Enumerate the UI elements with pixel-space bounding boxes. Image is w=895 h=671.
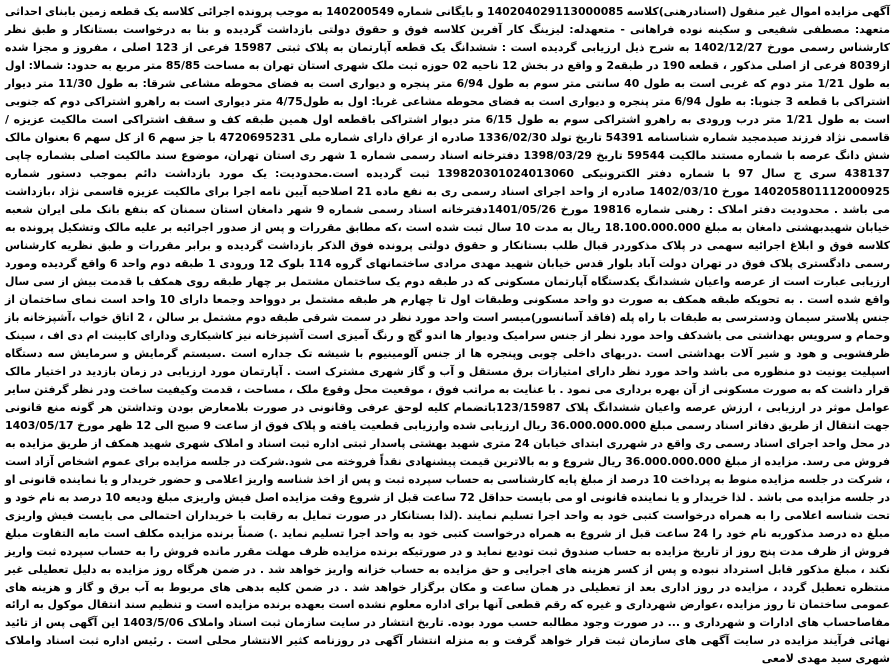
auction-notice-text: آگهی مزایده اموال غیر منقول (اسنادرهنی)کلاسه 14020402911300008‎5 و بایگانی شماره 140200549 به موجب پرونده اجرائی کلاسه یک قطعه زمین بابنای احداثی متعهد: مصطفی شفیعی و سکینه نوده فراهانی - متعهدله: لیزینگ کار آفرین کلاسه فوق و حقوق دولتی بازداشت گردیده و بنا به درخواست بستانکار و طبق نظر کارشناس رسمی مورخ 1402/12/27 به شرح ذیل ارزیابی گردیده است : ششدانگ یک قطعه آپارتمان به پلاک ثبتی 15987 فرعی از 123 اصلی ، مفروز و مجزا شده از8039 فرعی از اصلی مذکور ، قطعه 190 در طبقه2 و واقع در بخش 12 ناحیه 02 حوزه ثبت ملک شهری استان تهران به مساحت 85/85 متر مربع به حدود: شمالا: اول به طول 1/21 متر دوم که غربی است به طول 40 سانتی متر سوم به طول 6/94 متر پنجره و دیواری است به فضای محوطه مشاعی شرقا: به طول 11/30 متر دیوار اشتراکی با قطعه 3 جنوبا: به طول 6/94 متر پنجره و دیواری است به فضای محوطه مشاعی غربا: اول به طول4/75 متر دیواری است به راهرو اشتراکی دوم که جنوبی است به طول 1/21 متر درب ورودی به راهرو اشتراکی سوم به طول 6/15 متر دیوار اشتراکی باقطعه اول همین طبقه کف و سقف اشتراکی است مالکیت عزیزه / قاسمی نژاد فرزند صیدمجید شماره شناسنامه 54391 تاریخ تولد 1336/02/30 صادره از عراق دارای شماره ملی 4720695231 با جز سهم 6 از کل سهم 6 بعنوان مالک شش دانگ عرصه با شماره مستند مالکیت 59544 تاریخ 1398/03/29 دفترخانه اسناد رسمی شماره 1 شهر ری استان تهران، موضوع سند مالکیت اصلی بشماره چاپی 438137 سری ج سال 97 با شماره دفتر الکترونیکی 139820301024013060 ثبت گردیده است.محدودیت: یک مورد بازداشت دائم بموجب دستور شماره 140205801112000925 مورخ 1402/03/10 صادره از واحد اجرای اسناد رسمی ری به نفع ماده 21 اصلاحیه آیین نامه اجرا برای مالکیت عزیزه قاسمی نژاد ،بازداشت می باشد . محدودیت دفتر املاک : رهنی شماره 19816 مورخ 1401/05/26دفترخانه اسناد رسمی شماره 9 شهر دامغان استان سمنان که بنفع بانک ملی ایران شعبه خیابان شهیدبهشتی دامغان به مبلغ 18.100.000.000 ریال به مدت 10 سال ثبت شده است ،که مطابق مقررات و پس از صدور اجرائیه بر علیه مالک وتشکیل پرونده به کلاسه فوق و ابلاغ اجرائیه سهمی در پلاک مذکوردر قبال طلب بستانکار و حقوق دولتی پرونده فوق الذکر بازداشت گردیده و برابر مقررات و طبق نظریه کارشناس رسمی دادگستری پلاک فوق در تهران دولت آباد بلوار قدس خیابان شهید مهدی مرادی ساختمانهای گروه 114 بلوک 12 ورودی 1 طبقه دوم واحد 6 واقع گردیده ومورد ارزیابی عبارت است از عرصه واعیان ششدانگ یکدستگاه آپارتمان مسکونی که در طبقه دوم یک ساختمان مشتمل بر چهار طبقه روی همکف با قدمت بیش از سی سال واقع شده است . به تحویکه طبقه همکف به صورت دو واحد مسکونی وطبقات اول تا چهارم هر طبقه مشتمل بر دوواحد وجمعا دارای 10 واحد است نمای ساختمان از جنس پلاستر سیمان ودسترسی به طبقات با راه پله (فاقد آسانسور)میسر است واحد مورد نظر در سمت شرقی طبقه دوم مشتمل بر سالن ، 2 اتاق خواب ،آشپزخانه باز وحمام و سرویس بهداشتی می باشدکف واحد مورد نظر از جنس سرامیک ودیوار ها اندو گچ و رنگ آمیزی است آشپزخانه نیز کاشیکاری ودارای کابینت ام دی اف ، سینک ظرفشویی و هود و شیر آلات بهداشتی است .دربهای داخلی چوبی وپنجره ها از جنس آلومینیوم با شیشه تک جداره است .سیستم گرمایش و سرمایش سه دستگاه اسپلیت یونیت دو منظوره می باشد واحد مورد نظر دارای امتیازات برق مستقل و آب و گاز شهری مشترک است . آپارتمان مورد ارزیابی در زمان بازدید در اختیار مالک قرار داشت که به صورت مسکونی از آن بهره برداری می نمود . با عنایت به مراتب فوق ، موقعیت محل وقوع ملک ، مساحت ، قدمت وکیفیت ساخت ودر نظر گرفتن سایر عوامل موثر در ارزیابی ، ارزش عرصه واعیان ششدانگ پلاک 123/15987باتضمام کلیه لوحق عرفی وقانونی در صورت بلامعارض بودن وتداشتن هر گونه منع قانونی جهت انتقال از طریق دفاتر اسناد رسمی مبلغ 36.000.000.000 ریال ارزیابی شده وارزیابی قطعیت یافته و پلاک فوق از ساعت 9 صبح الی 12 ظهر مورخ 1403/05/17 در محل واحد اجرای اسناد رسمی ری واقع در شهرری ابتدای خیابان 24 متری شهید بهشتی پاسدار ثبتی اداره ثبت اسناد و املاک شهری شهید همکف از طریق مزایده به فروش می رسد. مزایده از مبلغ 36.000.000.000 ریال شروع و به بالاترین قیمت پیشنهادی نقداً فروخته می شود.شرکت در جلسه مزایده برای عموم اشخاص آزاد است ، شرکت در جلسه مزایده منوط به پرداخت 10 درصد از مبلغ پایه کارشناسی به حساب سپرده ثبت و پس از اخذ شناسه واریز اعلامی و حضور خریدار و یا نماینده قانونی او در جلسه مزایده می باشد . لذا خریدار و یا نماینده قانونی او می بایست حداقل 72 ساعت قبل از شروع وقت مزایده اصل فیش واریزی مبلغ ودیعه 10 درصد به نام خود و تحت شناسه اعلامی را به همراه درخواست کتبی خود به واحد اجرا تسلیم نمایند .(لذا بستانکار در صورت تمایل به رقابت با خریداران احتمالی می بایست فیش واریزی مبلغ ده درصد مذکوربه نام خود را 24 ساعت قبل از شروع به همراه درخواست کتبی خود به واحد اجرا تسلیم نماید .) ضمناً برنده مزایده مکلف است مابه التفاوت مبلغ فروش از ظرف مدت پنج روز از تاریخ مزایده به حساب صندوق ثبت تودیع نماید و در صورتیکه برنده مزایده ظرف مهلت مقرر مانده فروش را به حساب سپرده ثبت واریز نکند ، مبلغ مذکور قابل استرداد نبوده و پس از کسر هزینه های اجرایی و حق مزایده به حساب خزانه واریز خواهد شد . در ضمن هرگاه روز مزایده به دلیل تعطیلی غیر منتظره تعطیل گردد ، مزایده در روز اداری بعد از تعطیلی در همان ساعت و مکان برگزار خواهد شد . در ضمن کلیه بدهی های مربوط به آب برق و گاز و هزینه های عمومی ساختمان تا روز مزایده ،عوارض شهرداری و غیره که رقم قطعی آنها برای اداره معلوم نشده است بعهده برنده مزایده است و تنظیم سند انتقال موکول به ارائه مفاصاحساب های ادارات و شهرداری و ... در صورت وجود مطالبه حسب مورد بوده. تاریخ انتشار در سایت سازمان ثبت اسناد واملاک 1403/5/06 این آگهی پس از تائید نهائی فرآیند مزایده در سایت آگهی های سازمان ثبت قرار خواهد گرفت و به منزله انتشار آگهی در روزنامه کثیر الانتشار محلی است . رئیس اداره ثبت اسناد واملاک شهری سید مهدی لامعی — [5, 5, 891, 666]
